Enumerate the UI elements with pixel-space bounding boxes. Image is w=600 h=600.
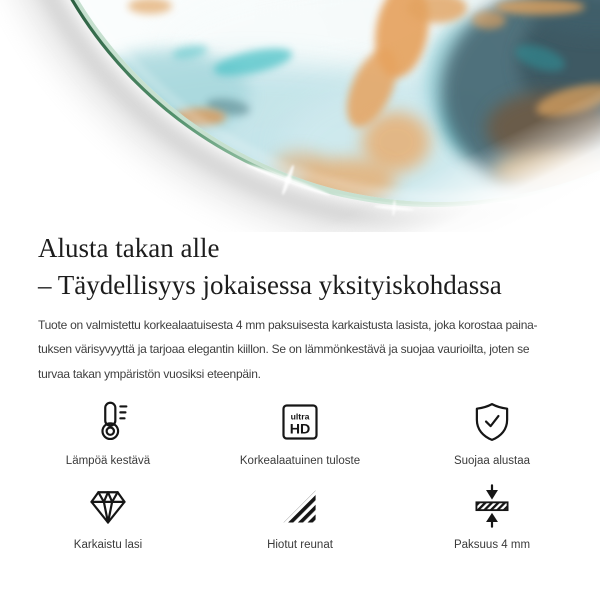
feature-label: Hiotut reunat: [267, 539, 333, 551]
feature-ultra-hd-print: [204, 400, 396, 467]
thickness-4mm-icon: [470, 484, 514, 528]
description-line: Tuote on valmistettu korkealaatuisesta 4 mm paksuisesta karkaistusta lasista, joka korostaa paina-: [38, 318, 538, 332]
feature-heat-resistant: [12, 400, 204, 467]
feature-protects-surface: [396, 400, 588, 467]
feature-label: Suojaa alustaa: [453, 455, 531, 467]
feature-polished-edges: [204, 484, 396, 551]
feature-thickness: [396, 484, 588, 551]
feature-label: Paksuus 4 mm: [453, 539, 531, 551]
feature-label: Lämpöä kestävä: [65, 455, 151, 467]
shield-check-icon: [470, 400, 514, 444]
feature-tempered-glass: [12, 484, 204, 551]
product-image: [0, 0, 600, 232]
feature-label: Karkaistu lasi: [73, 539, 143, 551]
feature-grid: [12, 400, 588, 551]
image-fade-overlay: [300, 0, 600, 232]
title-line-1: Alusta takan alle: [38, 233, 220, 263]
title-line-2: – Täydellisyys jokaisessa yksityiskohdassa: [38, 270, 502, 300]
product-description: [38, 313, 537, 386]
feature-label: Korkealaatuinen tuloste: [239, 455, 361, 467]
polished-edges-icon: [278, 484, 322, 528]
ultra-hd-icon: [278, 400, 322, 444]
thermometer-icon: [86, 400, 130, 444]
description-line: turvaa takan ympäristön vuosiksi eteenpäin.: [38, 366, 261, 381]
page-title: [38, 230, 502, 304]
description-line: tuksen värisyvyyttä ja tarjoaa elegantin kiillon. Se on lämmönkestävä ja suojaa vaurioilta, joten se: [38, 342, 530, 357]
diamond-icon: [86, 484, 130, 528]
svg-text:HD: HD: [289, 421, 311, 438]
svg-text:ultra: ultra: [290, 411, 310, 422]
